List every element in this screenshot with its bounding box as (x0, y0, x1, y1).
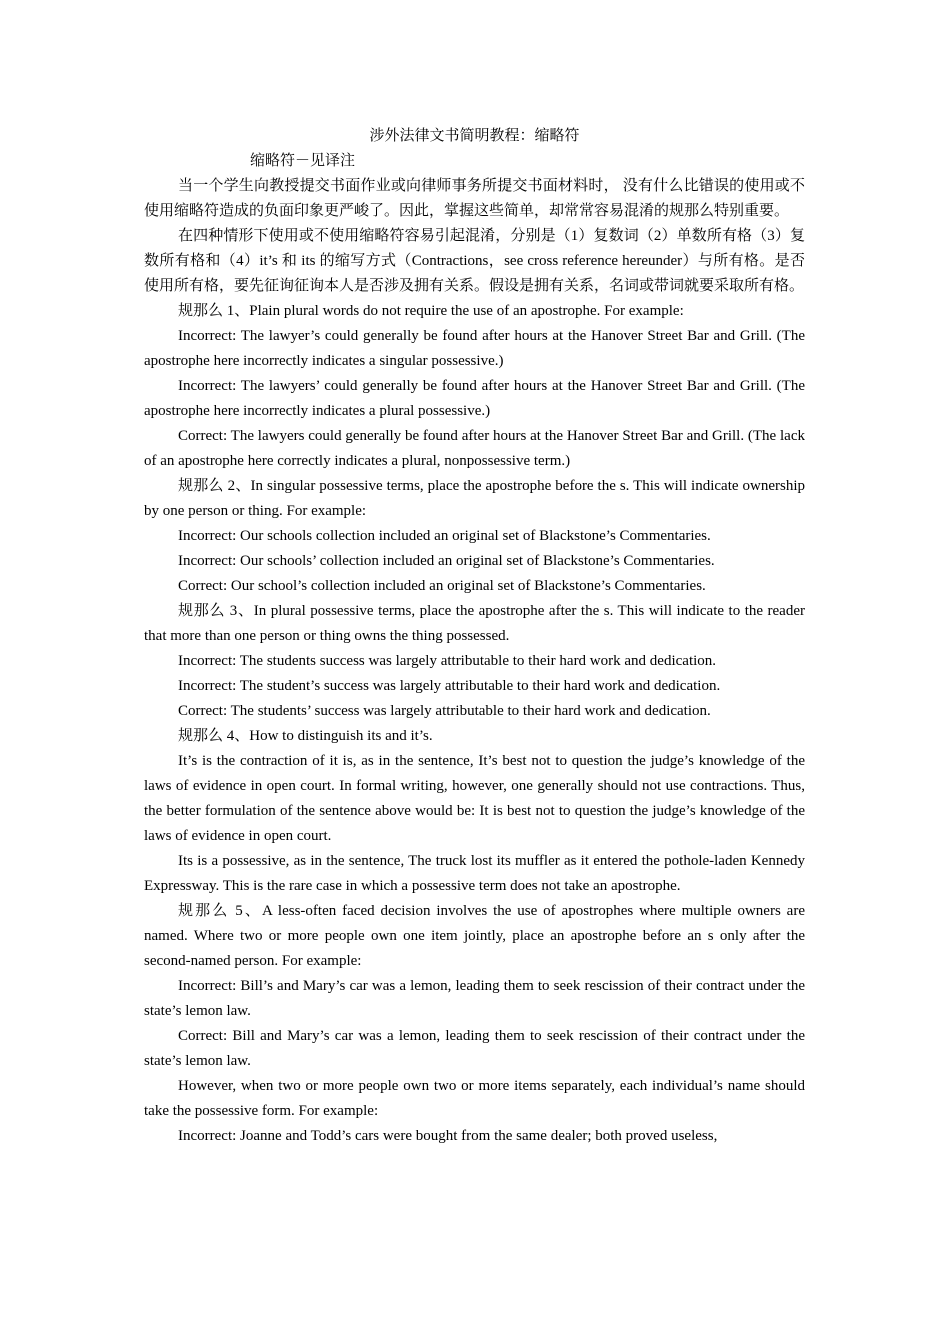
document-title: 涉外法律文书简明教程：缩略符 (369, 128, 580, 144)
paragraph-example: Incorrect: Joanne and Todd’s cars were bought from the same dealer; both proved useless, (178, 1128, 718, 1144)
paragraph-intro: 当一个学生向教授提交书面作业或向律师事务所提交书面材料时， 没有什么比错误的使用或不使用缩略符造成的负面印象更严峻了。因此，掌握这些简单，却常常容易混淆的规那么特别重要。 (144, 178, 805, 219)
paragraph-four-cases: 在四种情形下使用或不使用缩略符容易引起混淆，分别是（1）复数词（2）单数所有格（3）复数所有格和（4）it’s 和 its 的缩写方式（Contractions，see cross reference hereunder）与所有格。是否使用所有格，要先征询征询本人是否涉及拥有关系。假设是拥有关系，名词或带词就要采取所有格。 (144, 228, 805, 294)
paragraph-example: Incorrect: The student’s success was largely attributable to their hard work and dedication. (178, 678, 721, 694)
paragraph-rule-5: 规那么 5、A less-often faced decision involves the use of apostrophes where multiple owners are named. Where two or more people own one item jointly, place an apostrophe before an s only after the second-named person. For example: (144, 903, 805, 969)
paragraph-example: Correct: Bill and Mary’s car was a lemon, leading them to seek rescission of their contract under the state’s lemon law. (144, 1028, 805, 1069)
paragraph-example: Incorrect: Our schools collection included an original set of Blackstone’s Commentaries. (178, 528, 711, 544)
paragraph-example: Incorrect: The lawyer’s could generally be found after hours at the Hanover Street Bar and Grill. (The apostrophe here incorrectly indicates a singular possessive.) (144, 328, 805, 369)
paragraph-example: Correct: The students’ success was largely attributable to their hard work and dedication. (178, 703, 711, 719)
document-body (144, 124, 805, 1149)
paragraph-example: Incorrect: The students success was largely attributable to their hard work and dedication. (178, 653, 717, 669)
paragraph-example: Incorrect: The lawyers’ could generally be found after hours at the Hanover Street Bar and Grill. (The apostrophe here incorrectly indicates a plural possessive.) (144, 378, 805, 419)
paragraph-rule-4: 规那么 4、How to distinguish its and it’s. (178, 728, 433, 744)
paragraph-rule-1: 规那么 1、Plain plural words do not require the use of an apostrophe. For example: (178, 303, 684, 319)
paragraph-separate-ownership: However, when two or more people own two or more items separately, each individual’s name should take the possessive form. For example: (144, 1078, 805, 1119)
paragraph-rule-3: 规那么 3、In plural possessive terms, place the apostrophe after the s. This will indicate to the reader that more than one person or thing owns the thing possessed. (144, 603, 805, 644)
paragraph-its-contraction: It’s is the contraction of it is, as in the sentence, It’s best not to question the judge’s knowledge of the laws of evidence in open court. In formal writing, however, one generally should not use contractions. Thus, the better formulation of the sentence above would be: It is best not to question the judge’s knowledge of the laws of evidence in open court. (144, 753, 805, 844)
document-subtitle: 缩略符－见译注 (250, 153, 356, 169)
paragraph-rule-2: 规那么 2、In singular possessive terms, place the apostrophe before the s. This will indicate ownership by one person or thing. For example: (144, 478, 805, 519)
paragraph-example: Correct: Our school’s collection included an original set of Blackstone’s Commentaries. (178, 578, 706, 594)
paragraph-example: Correct: The lawyers could generally be found after hours at the Hanover Street Bar and Grill. (The lack of an apostrophe here correctly indicates a plural, nonpossessive term.) (144, 428, 805, 469)
paragraph-example: Incorrect: Our schools’ collection included an original set of Blackstone’s Commentaries. (178, 553, 715, 569)
paragraph-its-possessive: Its is a possessive, as in the sentence, The truck lost its muffler as it entered the pothole-laden Kennedy Expressway. This is the rare case in which a possessive term does not take an apostrophe. (144, 853, 805, 894)
paragraph-example: Incorrect: Bill’s and Mary’s car was a lemon, leading them to seek rescission of their contract under the state’s lemon law. (144, 978, 805, 1019)
